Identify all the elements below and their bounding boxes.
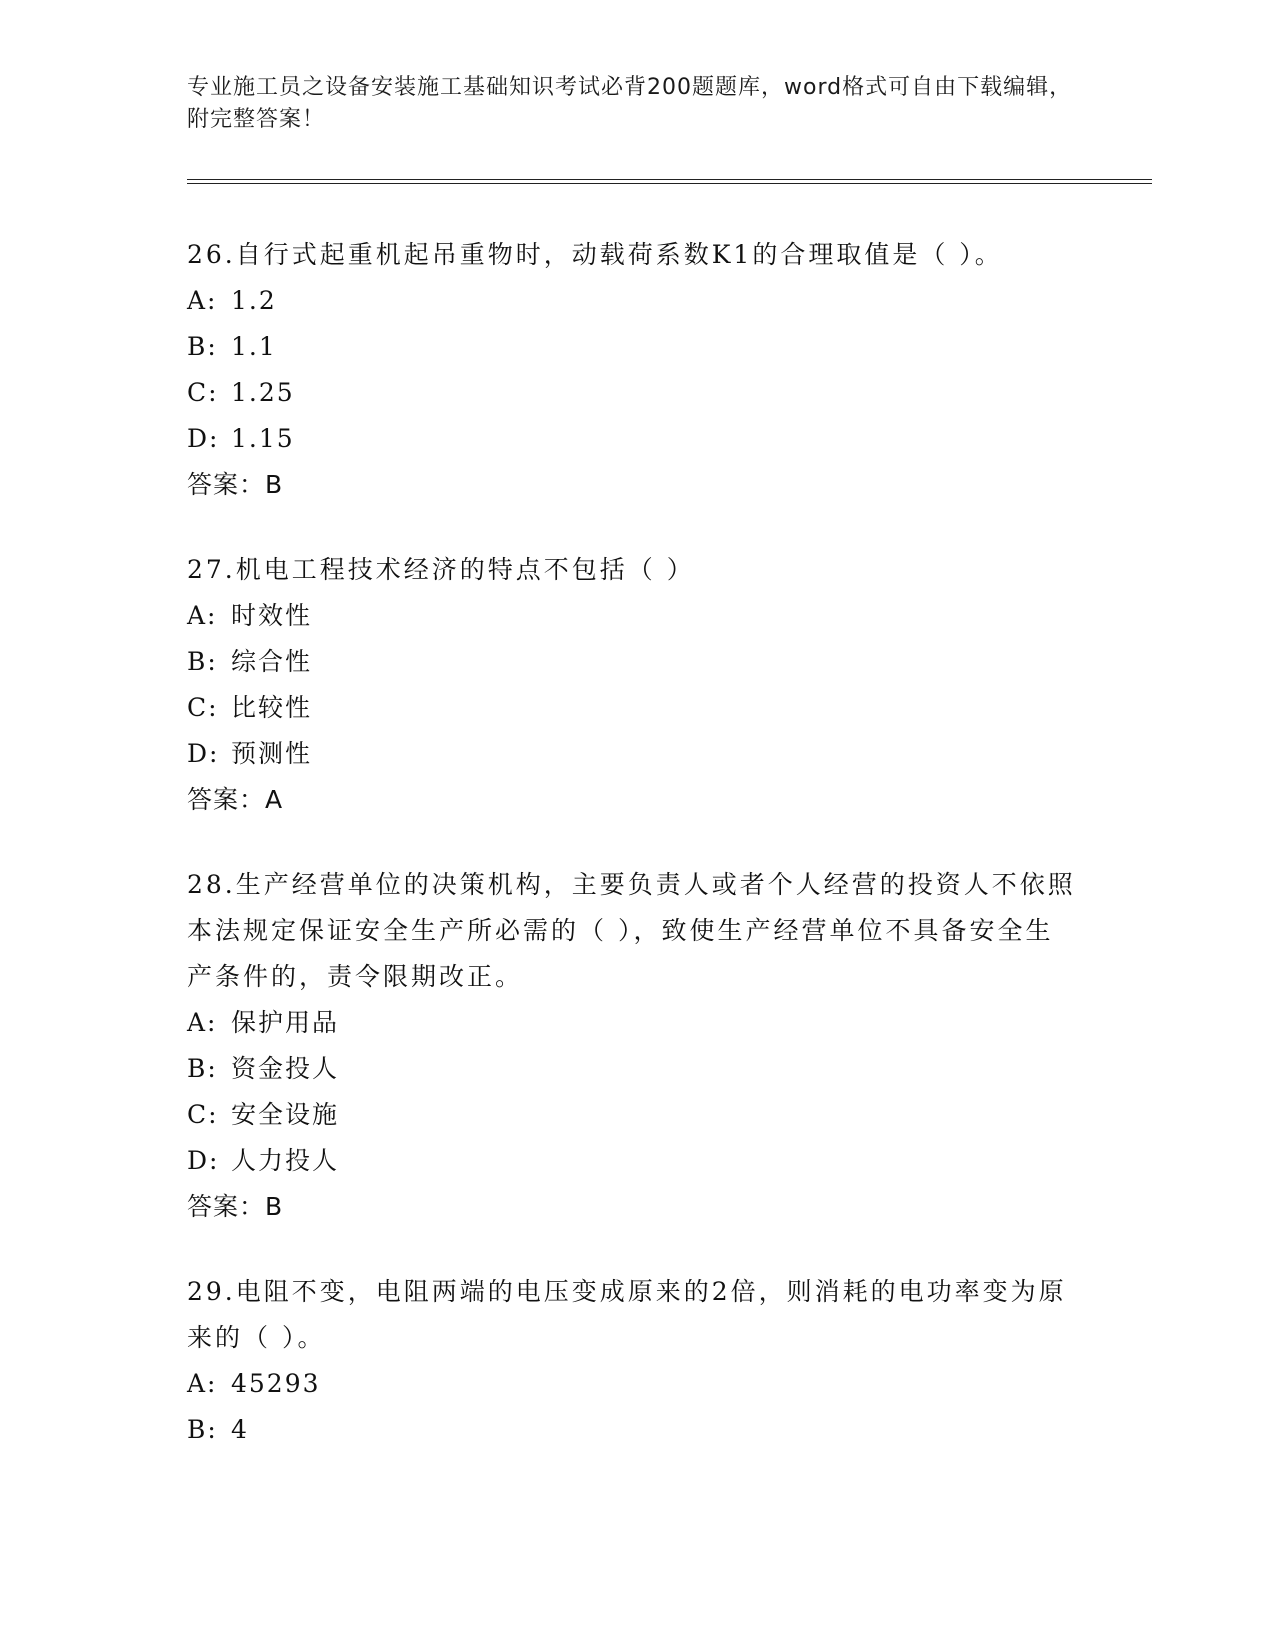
option-text: 45293 [231, 1369, 321, 1398]
option-letter: C: [187, 1100, 219, 1129]
option-text: 时效性 [231, 601, 313, 630]
option-text: 人力投人 [231, 1146, 340, 1175]
option-a [187, 1361, 1077, 1407]
option-letter: B: [187, 1054, 218, 1083]
question-text: 26.自行式起重机起吊重物时，动载荷系数K1的合理取值是（ ）。 [187, 240, 1003, 269]
option-letter: A: [187, 1369, 218, 1398]
header-divider-top [187, 179, 1152, 180]
question-28 [187, 862, 1077, 1230]
option-letter: D: [187, 424, 220, 453]
option-text: 比较性 [231, 693, 313, 722]
option-text: 安全设施 [231, 1100, 340, 1129]
option-letter: B: [187, 1415, 218, 1444]
option-a [187, 1000, 1077, 1046]
option-a [187, 593, 1077, 639]
question-26 [187, 232, 1077, 508]
option-d [187, 731, 1077, 777]
option-text: 1.1 [231, 332, 277, 361]
option-text: 1.2 [231, 286, 277, 315]
option-b [187, 324, 1077, 370]
option-letter: A: [187, 601, 218, 630]
option-c [187, 685, 1077, 731]
option-text: 预测性 [231, 739, 313, 768]
option-text: 保护用品 [231, 1008, 340, 1037]
option-text: 4 [231, 1415, 249, 1444]
question-27 [187, 547, 1077, 823]
option-letter: A: [187, 1008, 218, 1037]
option-d [187, 416, 1077, 462]
option-c [187, 1092, 1077, 1138]
question-text: 28.生产经营单位的决策机构，主要负责人或者个人经营的投资人不依照本法规定保证安全生产所必需的（ ），致使生产经营单位不具备安全生产条件的，责令限期改正。 [187, 870, 1076, 991]
option-a [187, 278, 1077, 324]
question-text: 29.电阻不变，电阻两端的电压变成原来的2倍，则消耗的电功率变为原来的（ ）。 [187, 1277, 1067, 1352]
document-header: 专业施工员之设备安装施工基础知识考试必背200题题库，word格式可自由下载编辑，附完整答案！ [187, 75, 1073, 132]
option-text: 1.25 [231, 378, 295, 407]
option-d [187, 1138, 1077, 1184]
option-b [187, 1046, 1077, 1092]
option-b [187, 1407, 1077, 1453]
answer-text: 答案：B [187, 1192, 284, 1221]
option-text: 资金投人 [231, 1054, 340, 1083]
option-letter: D: [187, 1146, 220, 1175]
header-divider-bottom [187, 183, 1152, 184]
option-letter: B: [187, 332, 218, 361]
option-text: 综合性 [231, 647, 313, 676]
option-letter: D: [187, 739, 220, 768]
answer-text: 答案：B [187, 470, 284, 499]
option-b [187, 639, 1077, 685]
option-letter: C: [187, 693, 219, 722]
option-letter: A: [187, 286, 218, 315]
option-letter: B: [187, 647, 218, 676]
question-29 [187, 1269, 1077, 1453]
option-text: 1.15 [231, 424, 295, 453]
answer-text: 答案：A [187, 785, 284, 814]
question-text: 27.机电工程技术经济的特点不包括（ ） [187, 555, 695, 584]
option-c [187, 370, 1077, 416]
option-letter: C: [187, 378, 219, 407]
question-list [187, 232, 1077, 1492]
